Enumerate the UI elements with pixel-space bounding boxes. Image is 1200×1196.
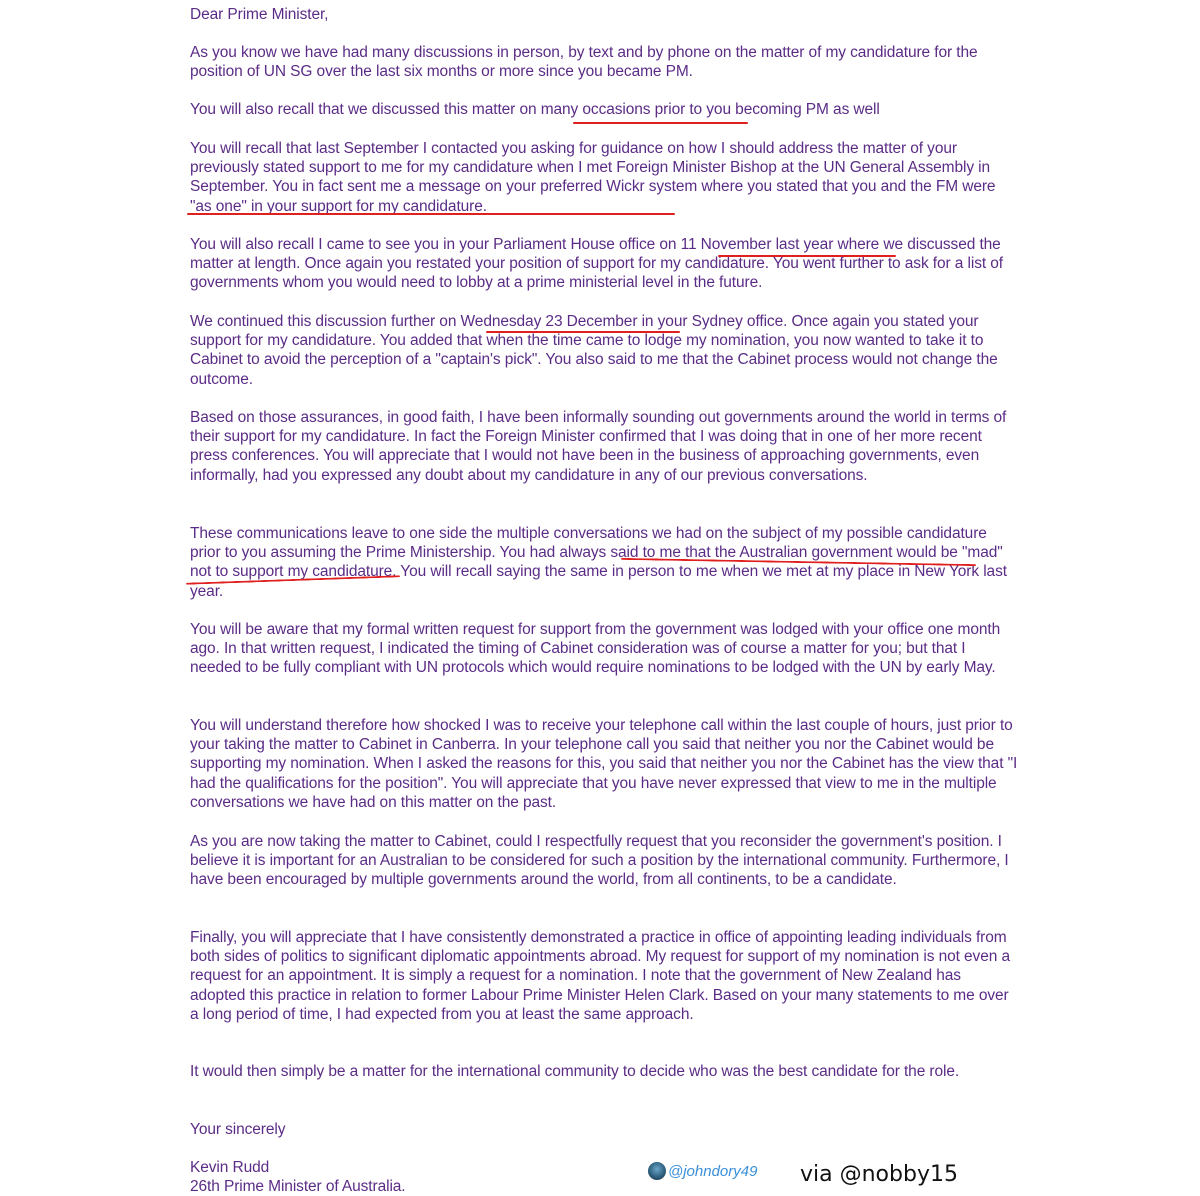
signature-title: 26th Prime Minister of Australia. bbox=[190, 1178, 406, 1195]
paragraph-5: We continued this discussion further on Wednesday 23 December in your Sydney office. Once again you stated your support for my candidature. You added that when the time came to lodge my nomination, you now wanted to take it to Cabinet to avoid the perception of a "captain's pick". You also said to me that the Cabinet process would not change the outcome. bbox=[190, 313, 998, 388]
underline-as-one bbox=[187, 213, 675, 215]
paragraph-2: You will also recall that we discussed this matter on many occasions prior to you becoming PM as well bbox=[190, 101, 880, 118]
paragraph-3: You will recall that last September I contacted you asking for guidance on how I should address the matter of your previously stated support to me for my candidature when I met Foreign Minister Bishop at the UN General Assembly in September. You in fact sent me a message on your preferred Wickr system where you stated that you and the FM were "as one" in your support for my candidature. bbox=[190, 140, 996, 215]
paragraph-7: These communications leave to one side the multiple conversations we had on the subject of my possible candidature prior to you assuming the Prime Ministership. You had always said to me that the Australian government would be "mad" not to support my candidature. You will recall saying the same in person to me when we met at my place in New York last year. bbox=[190, 525, 1007, 600]
paragraph-10: As you are now taking the matter to Cabinet, could I respectfully request that you reconsider the government's position. I believe it is important for an Australian to be considered for such a position by the international community. Furthermore, I have been encouraged by multiple governments around the world, from all continents, to be a candidate. bbox=[190, 833, 1009, 889]
underline-many-occasions bbox=[573, 122, 748, 124]
via-credit: via @nobby15 bbox=[800, 1162, 958, 1187]
closing: Your sincerely bbox=[190, 1121, 286, 1138]
paragraph-4: You will also recall I came to see you in your Parliament House office on 11 November last year where we discussed the matter at length. Once again you restated your position of support for my candidature. You went further to ask for a list of governments whom you would need to lobby at a prime ministerial level in the future. bbox=[190, 236, 1004, 292]
salutation: Dear Prime Minister, bbox=[190, 6, 329, 23]
twitter-credit bbox=[648, 1162, 757, 1180]
avatar-icon bbox=[648, 1162, 666, 1180]
underline-11-november bbox=[718, 255, 896, 257]
paragraph-8: You will be aware that my formal written request for support from the government was lodged with your office one month ago. In that written request, I indicated the timing of Cabinet consideration was of course a matter for you; but that I needed to be fully compliant with UN protocols which would require nominations to be lodged with the UN by early May. bbox=[190, 621, 1001, 677]
signature-name: Kevin Rudd bbox=[190, 1159, 270, 1176]
paragraph-6: Based on those assurances, in good faith, I have been informally sounding out governments around the world in terms of their support for my candidature. In fact the Foreign Minister confirmed that I was doing that in one of her more recent press conferences. You will appreciate that I would not have been in the business of approaching governments, even informally, had you expressed any doubt about my candidature in any of our previous conversations. bbox=[190, 409, 1007, 484]
underline-wednesday-23-december bbox=[486, 331, 680, 333]
paragraph-11: Finally, you will appreciate that I have consistently demonstrated a practice in office of appointing leading individuals from both sides of politics to significant diplomatic appointments abroad. My request for support of my nomination is not even a request for an appointment. It is simply a request for a nomination. I note that the government of New Zealand has adopted this practice in relation to former Labour Prime Minister Helen Clark. Based on your many statements to me over a long period of time, I had expected from you at least the same approach. bbox=[190, 929, 1010, 1023]
paragraph-9: You will understand therefore how shocked I was to receive your telephone call within the last couple of hours, just prior to your taking the matter to Cabinet in Canberra. In your telephone call you said that neither you nor the Cabinet would be supporting my nomination. When I asked the reasons for this, you said that neither you nor the Cabinet has the view that "I had the qualifications for the position". You will appreciate that you have never expressed that view to me in the multiple conversations we have had on this matter on the past. bbox=[190, 717, 1018, 811]
paragraph-12: It would then simply be a matter for the international community to decide who was the best candidate for the role. bbox=[190, 1063, 960, 1080]
paragraph-1: As you know we have had many discussions in person, by text and by phone on the matter of my candidature for the position of UN SG over the last six months or more since you became PM. bbox=[190, 44, 978, 81]
twitter-handle: @johndory49 bbox=[668, 1162, 758, 1180]
